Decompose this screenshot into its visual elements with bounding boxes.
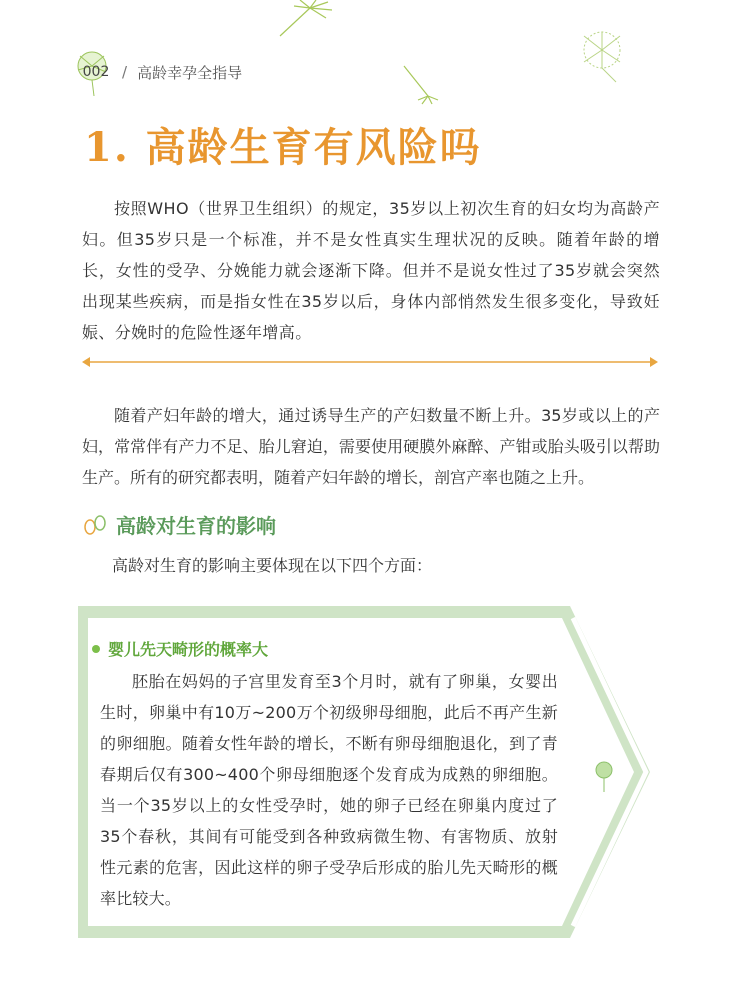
- page-title: 1. 高龄生育有风险吗: [84, 124, 482, 171]
- header-separator: /: [122, 63, 128, 81]
- box-heading-text: 婴儿先天畸形的概率大: [108, 640, 269, 659]
- box-paragraph: 胚胎在妈妈的子宫里发育至3个月时，就有了卵巢，女婴出生时，卵巢中有10万~200万个初级卵母细胞，此后不再产生新的卵细胞。随着女性年龄的增长，不断有卵母细胞退化，到了青春期后仅有300~400个卵母细胞逐个发育成为成熟的卵细胞。当一个35岁以上的女性受孕时，她的卵子已经在卵巢内度过了35个春秋，其间有可能受到各种致病微生物、有害物质、放射性元素的危害，因此这样的卵子受孕后形成的胎儿先天畸形的概率比较大。: [100, 672, 558, 908]
- page-number: 002: [82, 64, 110, 80]
- section-heading-text: 高龄对生育的影响: [116, 514, 276, 538]
- bullet-icon: [92, 645, 100, 653]
- body-paragraph: 按照WHO（世界卫生组织）的规定，35岁以上初次生育的妇女均为高龄产妇。但35岁只是一个标准，并不是女性真实生理状况的反映。随着年龄的增长，女性的受孕、分娩能力就会逐渐下降。但并不是说女性过了35岁就会突然出现某些疾病，而是指女性在35岁以后，身体内部悄然发生很多变化，导致妊娠、分娩时的危险性逐年增高。: [82, 199, 660, 342]
- book-title: 高龄幸孕全指导: [137, 63, 243, 82]
- section-intro: 高龄对生育的影响主要体现在以下四个方面：: [112, 556, 433, 575]
- body-paragraph: 随着产妇年龄的增大，通过诱导生产的产妇数量不断上升。35岁或以上的产妇，常常伴有产力不足、胎儿窘迫，需要使用硬膜外麻醉、产钳或胎头吸引以帮助生产。所有的研究都表明，随着产妇年龄的增长，剖宫产率也随之上升。: [82, 406, 660, 487]
- box-heading: [92, 637, 268, 660]
